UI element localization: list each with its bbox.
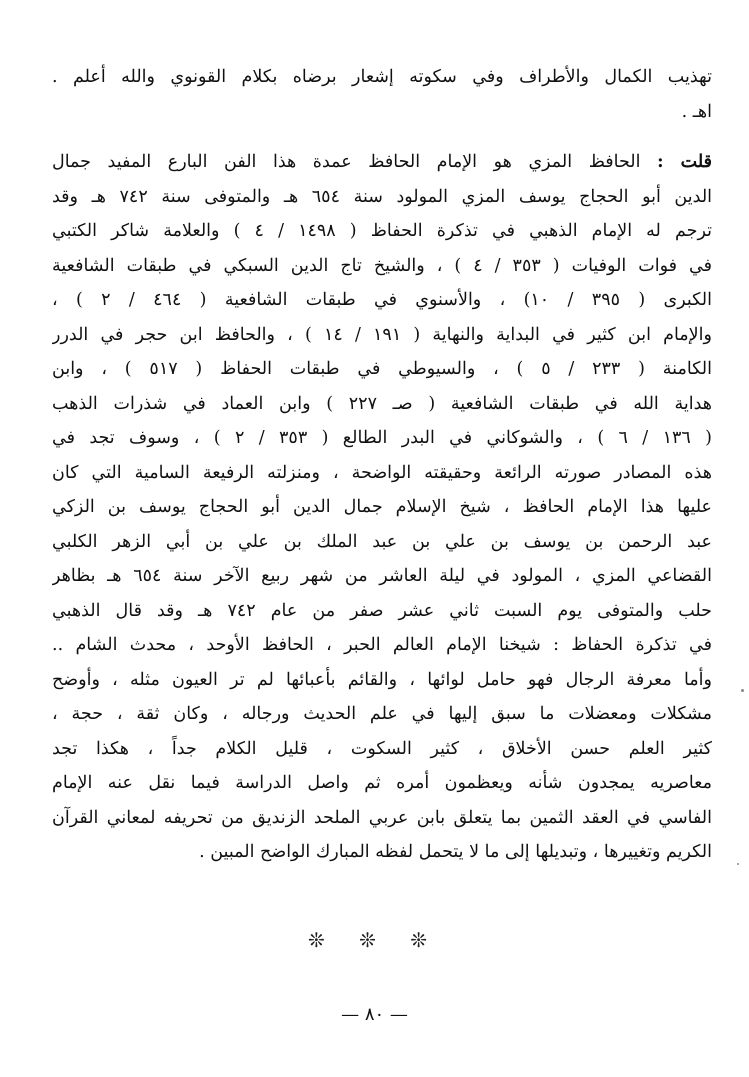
- paragraph-line: وأما معرفة الرجال فهو حامل لوائها ، والقائم بأعبائها لم تر العيون مثله ، وأوضح: [52, 669, 712, 690]
- paragraph-line: القضاعي المزي ، المولود في ليلة العاشر من شهر ربيع الآخر سنة ٦٥٤ هـ بظاهر: [52, 566, 712, 586]
- paragraph-line: عليها هذا الإمام الحافظ ، شيخ الإسلام جمال الدين أبو الحجاج يوسف بن الزكي: [52, 497, 712, 517]
- paragraph-line: الكبرى ( ٣٩٥ / ١٠) ، والأسنوي في طبقات الشافعية ( ٤٦٤ / ٢ ) ،: [52, 290, 712, 310]
- paragraph-line: معاصريه يمجدون شأنه ويعظمون أمره ثم واصل الدراسة فيما نقل عنه الإمام: [52, 773, 712, 793]
- paragraph-line: الفاسي في العقد الثمين بما يتعلق بابن عربي الملحد الزنديق من تحريفه لمعاني القرآن: [52, 807, 712, 828]
- first-line-text: الحافظ المزي هو الإمام الحافظ عمدة هذا الفن البارع المفيد جمال: [52, 152, 641, 172]
- paragraph-line: مشكلات ومعضلات ما سبق إليها في علم الحديث ورجاله ، وكان ثقة ، حجة ،: [52, 704, 712, 724]
- paragraph-line: كثير العلم حسن الأخلاق ، كثير السكوت ، قليل الكلام جداً ، هكذا تجد: [52, 738, 712, 759]
- paragraph-line: هذه المصادر صورته الرائعة وحقيقته الواضحة ، ومنزلته الرفيعة السامية التي كان: [52, 462, 712, 483]
- scan-speck: [737, 863, 739, 865]
- paragraph-line: في تذكرة الحفاظ : شيخنا الإمام العالم الحبر ، الحافظ الأوحد ، محدث الشام ..: [52, 635, 712, 655]
- paragraph-line: الدين أبو الحجاج يوسف المزي المولود سنة ٦٥٤ هـ والمتوفى سنة ٧٤٢ هـ وقد: [52, 186, 712, 207]
- scan-speck: [741, 689, 744, 692]
- paragraph-line: الكامنة ( ٢٣٣ / ٥ ) ، والسيوطي في طبقات الحفاظ ( ٥١٧ ) ، وابن: [52, 359, 712, 379]
- paragraph-line: ( ١٣٦ / ٦ ) ، والشوكاني في البدر الطالع ( ٣٥٣ / ٢ ) ، وسوف تجد في: [52, 428, 712, 448]
- paragraph-line: حلب والمتوفى يوم السبت ثاني عشر صفر من عام ٧٤٢ هـ وقد قال الذهبي: [52, 600, 712, 621]
- section-separator: ❊ ❊ ❊: [308, 928, 441, 952]
- lead-word: قلت :: [657, 152, 712, 172]
- main-paragraph: [52, 145, 712, 870]
- intro-text: [52, 60, 712, 129]
- intro-line: اهـ .: [681, 101, 712, 122]
- paragraph-first-line: [52, 145, 712, 180]
- paragraph-line: الكريم وتغييرها ، وتبديلها إلى ما لا يتحمل لفظه المبارك الواضح المبين .: [199, 842, 712, 862]
- paragraph-line: في فوات الوفيات ( ٣٥٣ / ٤ ) ، والشيخ تاج الدين السبكي في طبقات الشافعية: [52, 255, 712, 276]
- paragraph-line: ترجم له الإمام الذهبي في تذكرة الحفاظ ( ١٤٩٨ / ٤ ) والعلامة شاكر الكتبي: [52, 221, 712, 241]
- paragraph-line: هداية الله في طبقات الشافعية ( صـ ٢٢٧ ) وابن العماد في شذرات الذهب: [52, 393, 712, 414]
- paragraph-line: عبد الرحمن بن يوسف بن علي بن عبد الملك بن علي بن أبي الزهر الكلبي: [52, 531, 712, 552]
- page-number: — ٨٠ —: [341, 1004, 408, 1025]
- intro-line: تهذيب الكمال والأطراف وفي سكوته إشعار برضاه بكلام القونوي والله أعلم .: [52, 67, 712, 87]
- paragraph-line: والإمام ابن كثير في البداية والنهاية ( ١٩١ / ١٤ ) ، والحافظ ابن حجر في الدرر: [52, 324, 712, 345]
